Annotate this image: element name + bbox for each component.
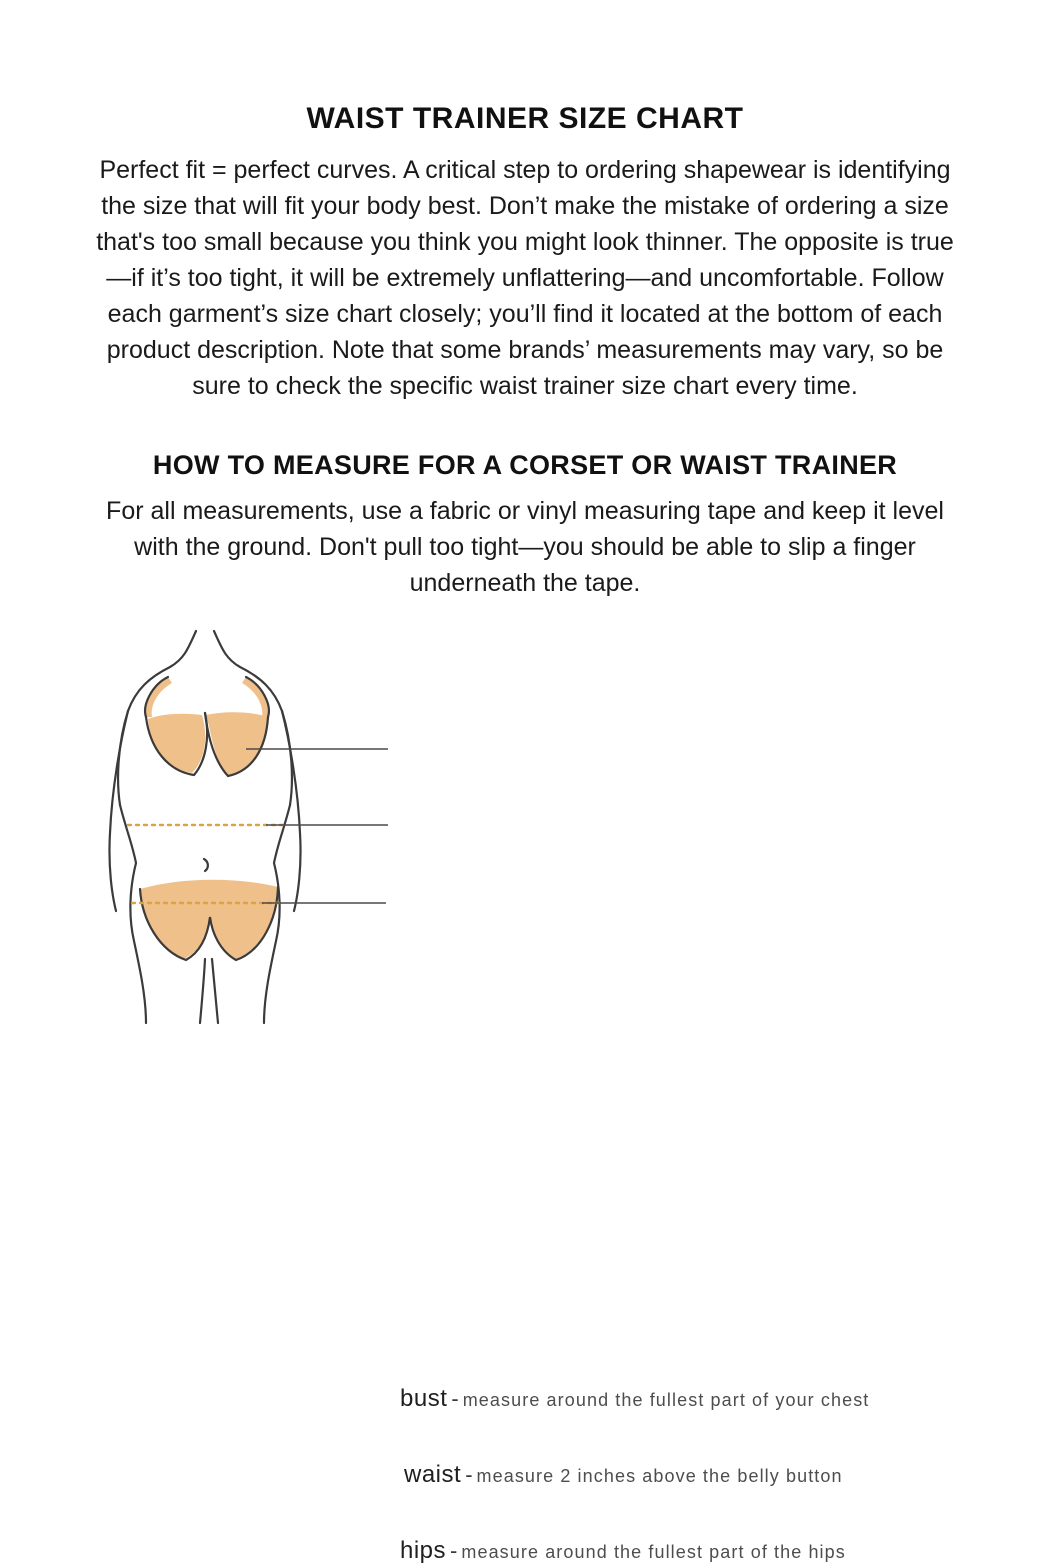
callout-waist-description: measure 2 inches above the belly button [476,1466,843,1486]
how-to-measure-paragraph: For all measurements, use a fabric or vinyl measuring tape and keep it level with the ground. Don't pull too tight—you should be able to slip a finger underneath the tape. [106,497,944,597]
callout-hips [400,1537,846,1565]
callout-hips-label: hips [400,1537,447,1564]
callout-bust-description: measure around the fullest part of your chest [462,1390,870,1410]
body-illustration-icon [0,619,1050,1029]
callout-hips-dash: - [450,1538,458,1563]
callout-bust-dash: - [451,1386,459,1411]
callout-waist [404,1461,843,1489]
callout-waist-label: waist [404,1461,462,1488]
callout-hips-description: measure around the fullest part of the hips [461,1542,846,1562]
page-title: WAIST TRAINER SIZE CHART [306,102,744,135]
callout-bust [400,1385,869,1413]
section-title-how-to-measure: HOW TO MEASURE FOR A CORSET OR WAIST TRAINER [152,450,898,480]
intro-paragraph: Perfect fit = perfect curves. A critical step to ordering shapewear is identifying the size that will fit your body best. Don’t make the mistake of ordering a size that's too small because you think you might look thinner. The opposite is true—if it’s too tight, it will be extremely unflattering—and uncomfortable. Follow each garment’s size chart closely; you’ll find it located at the bottom of each product description. Note that some brands’ measurements may vary, so be sure to check the specific waist trainer size chart every time. [96,156,954,400]
measurement-diagram [0,619,1050,1564]
callout-waist-dash: - [465,1462,473,1487]
callout-bust-label: bust [400,1385,448,1412]
